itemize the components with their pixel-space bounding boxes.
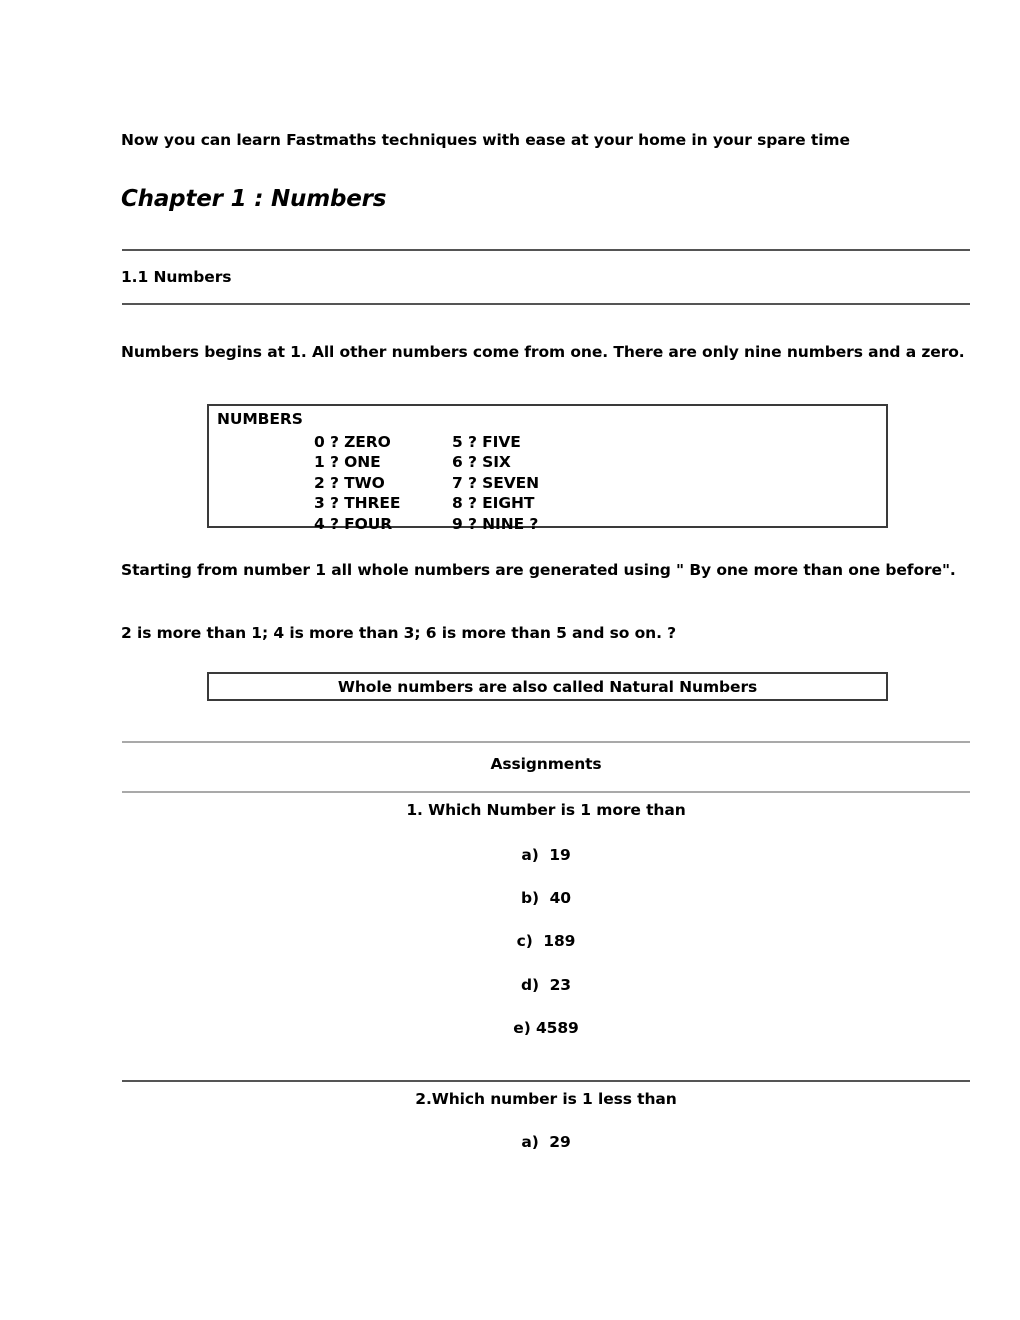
number-entry: 5 ? FIVE: [452, 433, 521, 451]
question-1-option-b: b) 40: [521, 889, 571, 907]
natural-numbers-text: Whole numbers are also called Natural Numbers: [337, 677, 758, 696]
page-tagline: Now you can learn Fastmaths techniques with ease at your home in your spare time: [121, 131, 850, 149]
intro-paragraph: Numbers begins at 1. All other numbers come from one. There are only nine numbers and a zero.: [121, 343, 965, 361]
number-entry: 0 ? ZERO: [314, 433, 391, 451]
numbers-row: [314, 432, 652, 452]
number-entry: 7 ? SEVEN: [452, 473, 539, 492]
number-entry: 1 ? ONE: [314, 453, 381, 472]
horizontal-rule-above-section-heading: [122, 249, 970, 251]
number-entry: 8 ? EIGHT: [452, 494, 535, 513]
numbers-row: [314, 473, 652, 493]
question-2-option-a: a) 29: [521, 1133, 571, 1151]
numbers-box-title: NUMBERS: [217, 410, 303, 428]
numbers-row: [314, 514, 652, 534]
natural-numbers-box: [207, 672, 888, 701]
numbers-row: [314, 452, 652, 472]
horizontal-rule-above-question-2: [122, 1080, 970, 1082]
horizontal-rule-above-assignments: [122, 741, 970, 743]
question-1-option-e: e) 4589: [513, 1019, 579, 1037]
horizontal-rule-below-assignments: [122, 791, 970, 793]
chapter-title: Chapter 1 : Numbers: [121, 186, 387, 212]
horizontal-rule-below-section-heading: [122, 303, 970, 305]
assignments-heading: Assignments: [490, 755, 602, 773]
number-entry: 9 ? NINE ?: [452, 514, 539, 533]
question-2-prompt: 2.Which number is 1 less than: [415, 1090, 677, 1108]
question-1-prompt: 1. Which Number is 1 more than: [406, 801, 686, 819]
number-entry: 4 ? FOUR: [314, 514, 393, 533]
question-1-option-a: a) 19: [521, 846, 571, 864]
starting-paragraph: Starting from number 1 all whole numbers are generated using " By one more than one before".: [121, 561, 956, 579]
number-entry: 3 ? THREE: [314, 494, 401, 513]
section-heading: 1.1 Numbers: [121, 268, 232, 286]
numbers-list: [314, 432, 652, 534]
number-entry: 2 ? TWO: [314, 473, 385, 492]
number-entry: 6 ? SIX: [452, 453, 511, 472]
more-than-paragraph: 2 is more than 1; 4 is more than 3; 6 is more than 5 and so on. ?: [121, 624, 677, 642]
numbers-box: [207, 404, 888, 533]
question-1-option-d: d) 23: [521, 976, 571, 994]
question-1-option-c: c) 189: [516, 932, 576, 950]
numbers-row: [314, 493, 652, 513]
